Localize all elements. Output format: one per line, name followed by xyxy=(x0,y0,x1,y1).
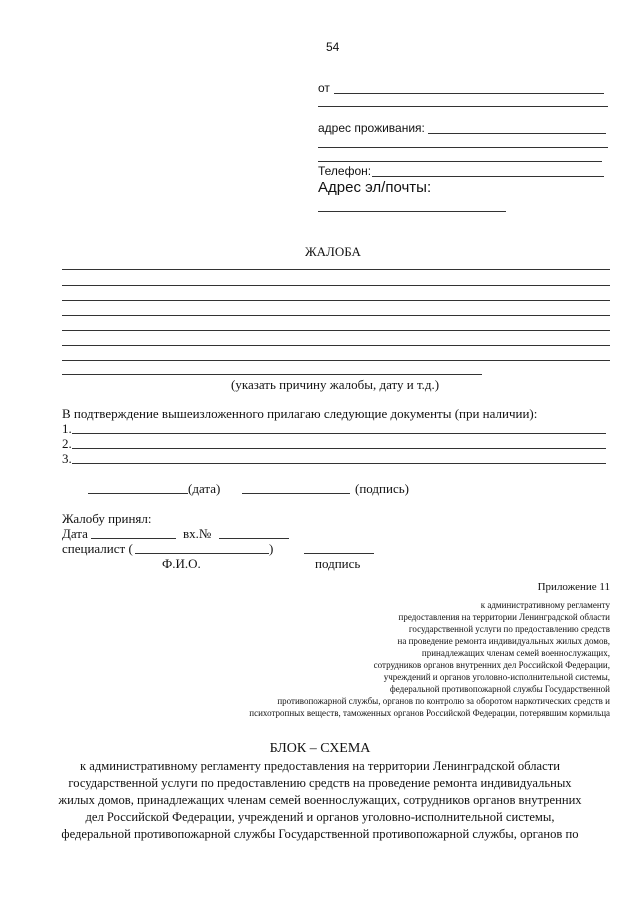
block-scheme-title: БЛОК – СХЕМА xyxy=(269,741,371,756)
block-scheme-line: дел Российской Федерации, учреждений и органов уголовно-исполнительной системы, xyxy=(85,810,555,824)
date-field-line[interactable] xyxy=(88,493,188,494)
appendix-line: противопожарной службы, органов по контролю за оборотом наркотических средств и xyxy=(277,696,610,706)
attachment-line[interactable] xyxy=(72,448,606,449)
appendix-line: сотрудников органов внутренних дел Российской Федерации, xyxy=(373,660,610,670)
phone-field-line[interactable] xyxy=(372,176,604,177)
from-label: от xyxy=(318,81,330,95)
specialist-signature-line[interactable] xyxy=(304,553,374,554)
acceptance-date-line[interactable] xyxy=(91,538,176,539)
appendix-line: психотропных веществ, таможенных органов Российской Федерации, потерявшим кормильца xyxy=(249,708,610,718)
specialist-close-paren: ) xyxy=(269,541,274,556)
appendix-line: учреждений и органов уголовно-исполнительной системы, xyxy=(383,672,610,682)
block-scheme-line: государственной услуги по предоставлению средств на проведение ремонта индивидуальных xyxy=(68,776,572,790)
appendix-text xyxy=(249,599,610,719)
address-field-line[interactable] xyxy=(428,133,606,134)
address-field-line-2[interactable] xyxy=(318,147,608,148)
from-field-line-2[interactable] xyxy=(318,106,608,107)
signature-label: (подпись) xyxy=(355,481,409,496)
appendix-line: государственной услуги по предоставлению средств xyxy=(408,624,610,634)
appendix-line: на проведение ремонта индивидуальных жилых домов, xyxy=(397,636,610,646)
from-field-line[interactable] xyxy=(334,93,604,94)
reason-hint: (указать причину жалобы, дату и т.д.) xyxy=(231,377,440,392)
email-label: Адрес эл/почты: xyxy=(318,179,432,196)
appendix-line: к административному регламенту xyxy=(480,600,610,610)
appendix-line: предоставления на территории Ленинградской области xyxy=(398,612,610,622)
specialist-name-line[interactable] xyxy=(135,553,269,554)
attachment-number: 3. xyxy=(62,451,72,466)
appendix-line: принадлежащих членам семей военнослужащих, xyxy=(421,648,610,658)
signature-caption: подпись xyxy=(315,556,361,571)
incoming-number-line[interactable] xyxy=(219,538,289,539)
signature-field-line[interactable] xyxy=(242,493,350,494)
accepted-label: Жалобу принял: xyxy=(62,511,152,526)
fio-label: Ф.И.О. xyxy=(162,556,201,571)
specialist-label: специалист ( xyxy=(62,541,133,556)
block-scheme-text xyxy=(40,758,600,843)
address-field-line-3[interactable] xyxy=(318,161,602,162)
attachment-number: 1. xyxy=(62,421,72,436)
appendix-title: Приложение 11 xyxy=(537,581,610,593)
attachment-line[interactable] xyxy=(72,433,606,434)
date-label: (дата) xyxy=(188,481,221,496)
attachment-line[interactable] xyxy=(72,463,606,464)
attachment-number: 2. xyxy=(62,436,72,451)
appendix-line: федеральной противопожарной службы Государственной xyxy=(389,684,610,694)
phone-label: Телефон: xyxy=(318,164,372,178)
page-number: 54 xyxy=(326,40,340,54)
block-scheme-line: к административному регламенту предоставления на территории Ленинградской области xyxy=(80,759,560,773)
complaint-title: ЖАЛОБА xyxy=(305,244,361,259)
attachments-text: В подтверждение вышеизложенного прилагаю следующие документы (при наличии): xyxy=(62,406,538,421)
acceptance-date-label: Дата xyxy=(62,526,88,541)
incoming-number-label: вх.№ xyxy=(183,526,212,541)
block-scheme-line: жилых домов, принадлежащих членам семей военнослужащих, сотрудников органов внутренних xyxy=(58,793,582,807)
address-label: адрес проживания: xyxy=(318,121,425,135)
email-field-line[interactable] xyxy=(318,211,506,212)
block-scheme-line: федеральной противопожарной службы Государственной противопожарной службы, органов по xyxy=(61,827,579,841)
